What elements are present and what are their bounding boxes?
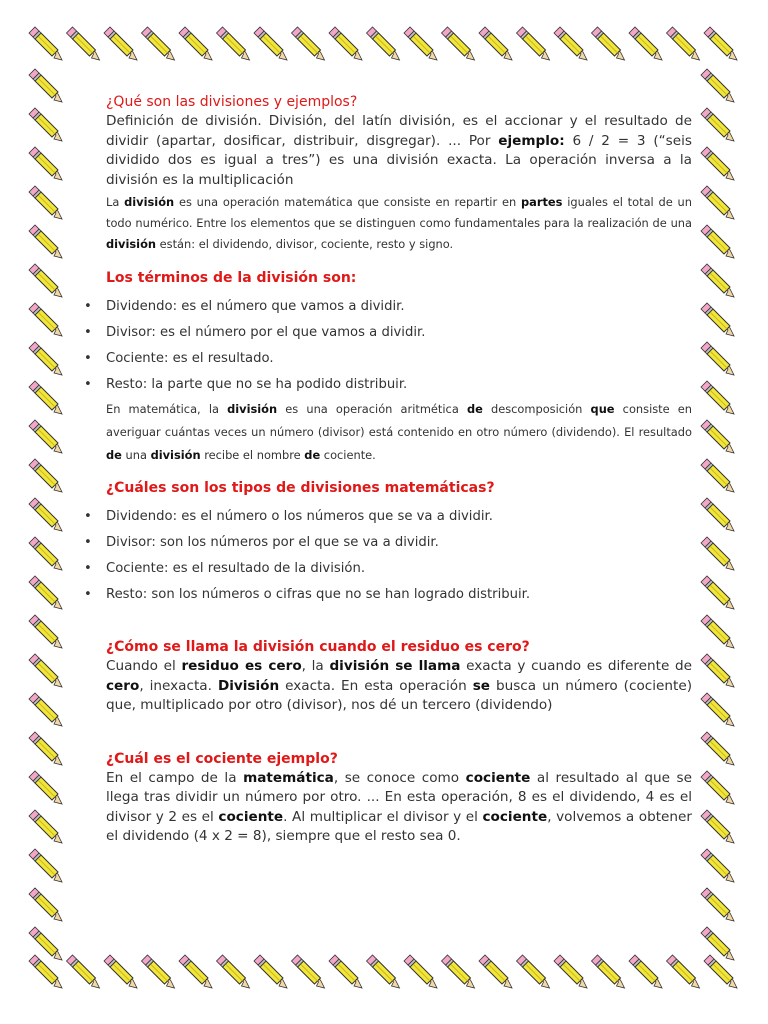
pencil-icon <box>292 955 325 988</box>
pencil-icon <box>701 69 734 102</box>
pencil-icon <box>479 27 512 60</box>
pencil-icon <box>29 264 62 297</box>
pencil-icon <box>179 27 212 60</box>
pencil-icon <box>667 27 700 60</box>
pencil-icon <box>29 27 62 60</box>
paragraph-cociente: En el campo de la matemática, se conoce como cociente al resultado al que se llega tras dividir un número por otro. ... En esta operación, 8 es el dividendo, 4 es el divisor y 2 es el cociente. Al multiplicar el divisor y el cociente, volvemos a obtener el dividendo (4 x 2 = 8), siempre que el resto sea 0. <box>106 769 692 844</box>
pencil-icon <box>701 264 734 297</box>
pencil-icon <box>29 342 62 375</box>
pencil-icon <box>29 186 62 219</box>
section-title-tipos: ¿Cuáles son los tipos de divisiones matemáticas? <box>106 480 495 496</box>
pencil-icon <box>701 186 734 219</box>
pencil-icon <box>704 27 737 60</box>
pencil-icon <box>367 955 400 988</box>
pencil-icon <box>701 615 734 648</box>
pencil-icon <box>29 459 62 492</box>
pencil-icon <box>29 381 62 414</box>
pencil-icon <box>479 955 512 988</box>
pencil-icon <box>254 955 287 988</box>
pencil-icon <box>29 420 62 453</box>
pencil-icon <box>29 732 62 765</box>
pencil-icon <box>704 955 737 988</box>
pencil-icon <box>701 654 734 687</box>
pencil-icon <box>29 693 62 726</box>
list-item: • Dividendo: es el número o los números que se va a dividir. <box>106 504 692 530</box>
pencil-icon <box>701 849 734 882</box>
pencil-icon <box>701 888 734 921</box>
pencil-icon <box>701 225 734 258</box>
document-content <box>106 93 692 847</box>
pencil-icon <box>29 498 62 531</box>
list-item: • Cociente: es el resultado de la división. <box>106 556 692 582</box>
pencil-icon <box>29 888 62 921</box>
pencil-icon <box>404 27 437 60</box>
pencil-icon <box>701 420 734 453</box>
section-title-residuo: ¿Cómo se llama la división cuando el residuo es cero? <box>106 639 530 655</box>
pencil-icon <box>29 615 62 648</box>
pencil-icon <box>292 27 325 60</box>
pencil-icon <box>29 849 62 882</box>
pencil-icon <box>701 381 734 414</box>
pencil-icon <box>592 955 625 988</box>
pencil-icon <box>29 771 62 804</box>
pencil-icon <box>29 955 62 988</box>
pencil-icon <box>29 927 62 960</box>
pencil-icon <box>701 771 734 804</box>
section-title-terminos: Los términos de la división son: <box>106 270 357 286</box>
pencil-icon <box>701 342 734 375</box>
pencil-icon <box>701 576 734 609</box>
pencil-icon <box>554 955 587 988</box>
pencil-icon <box>67 955 100 988</box>
pencil-icon <box>29 225 62 258</box>
pencil-icon <box>592 27 625 60</box>
pencil-icon <box>104 27 137 60</box>
paragraph-residuo: Cuando el residuo es cero, la división se llama exacta y cuando es diferente de cero, inexacta. División exacta. En esta operación se busca un número (cociente) que, multiplicado por otro (divisor), nos dé un tercero (dividendo) <box>106 658 692 713</box>
list-item: • Cociente: es el resultado. <box>106 346 692 372</box>
pencil-icon <box>517 955 550 988</box>
pencil-icon <box>554 27 587 60</box>
pencil-icon <box>701 498 734 531</box>
pencil-icon <box>29 303 62 336</box>
paragraph-matematica: En matemática, la división es una operación aritmética de descomposición que consiste en averiguar cuántas veces un número (divisor) está contenido en otro número (dividendo). El resultado de una división recibe el nombre de cociente. <box>106 402 693 462</box>
pencil-icon <box>701 147 734 180</box>
pencil-icon <box>29 576 62 609</box>
pencil-icon <box>142 955 175 988</box>
pencil-icon <box>29 810 62 843</box>
paragraph-division-operacion: La división es una operación matemática que consiste en repartir en partes iguales el total de un todo numérico. Entre los elementos que se distinguen como fundamentales para la realización de una división están: el dividendo, divisor, cociente, resto y signo. <box>106 195 692 251</box>
section-title-cociente: ¿Cuál es el cociente ejemplo? <box>106 750 338 767</box>
pencil-icon <box>701 927 734 960</box>
pencil-icon <box>404 955 437 988</box>
pencil-icon <box>29 654 62 687</box>
pencil-icon <box>701 108 734 141</box>
pencil-icon <box>217 955 250 988</box>
pencil-icon <box>629 27 662 60</box>
pencil-icon <box>367 27 400 60</box>
pencil-icon <box>442 27 475 60</box>
paragraph-definicion: Definición de división. División, del latín división, es el accionar y el resultado de dividir (apartar, dosificar, distribuir, disgregar). ... Por ejemplo: 6 / 2 = 3 (“seis dividido dos es igual a tres”) es una división exacta. La operación inversa a la división es la multiplicación <box>106 113 692 188</box>
pencil-icon <box>104 955 137 988</box>
terminos-list <box>106 294 692 398</box>
pencil-icon <box>29 537 62 570</box>
pencil-icon <box>329 27 362 60</box>
tipos-list <box>106 504 692 608</box>
pencil-icon <box>701 810 734 843</box>
pencil-icon <box>179 955 212 988</box>
pencil-icon <box>701 537 734 570</box>
pencil-icon <box>517 27 550 60</box>
pencil-icon <box>142 27 175 60</box>
list-item: • Divisor: es el número por el que vamos a dividir. <box>106 320 692 346</box>
pencil-icon <box>29 69 62 102</box>
list-item: • Resto: son los números o cifras que no se han logrado distribuir. <box>106 582 692 608</box>
list-item: • Dividendo: es el número que vamos a dividir. <box>106 294 692 320</box>
section-title-divisiones: ¿Qué son las divisiones y ejemplos? <box>106 94 358 110</box>
pencil-icon <box>29 147 62 180</box>
list-item: • Resto: la parte que no se ha podido distribuir. <box>106 372 692 398</box>
pencil-icon <box>701 693 734 726</box>
pencil-icon <box>67 27 100 60</box>
pencil-icon <box>701 303 734 336</box>
pencil-icon <box>29 108 62 141</box>
pencil-icon <box>701 459 734 492</box>
pencil-icon <box>667 955 700 988</box>
pencil-icon <box>701 732 734 765</box>
pencil-icon <box>254 27 287 60</box>
list-item: • Divisor: son los números por el que se va a dividir. <box>106 530 692 556</box>
pencil-icon <box>217 27 250 60</box>
pencil-icon <box>329 955 362 988</box>
pencil-icon <box>629 955 662 988</box>
pencil-icon <box>442 955 475 988</box>
